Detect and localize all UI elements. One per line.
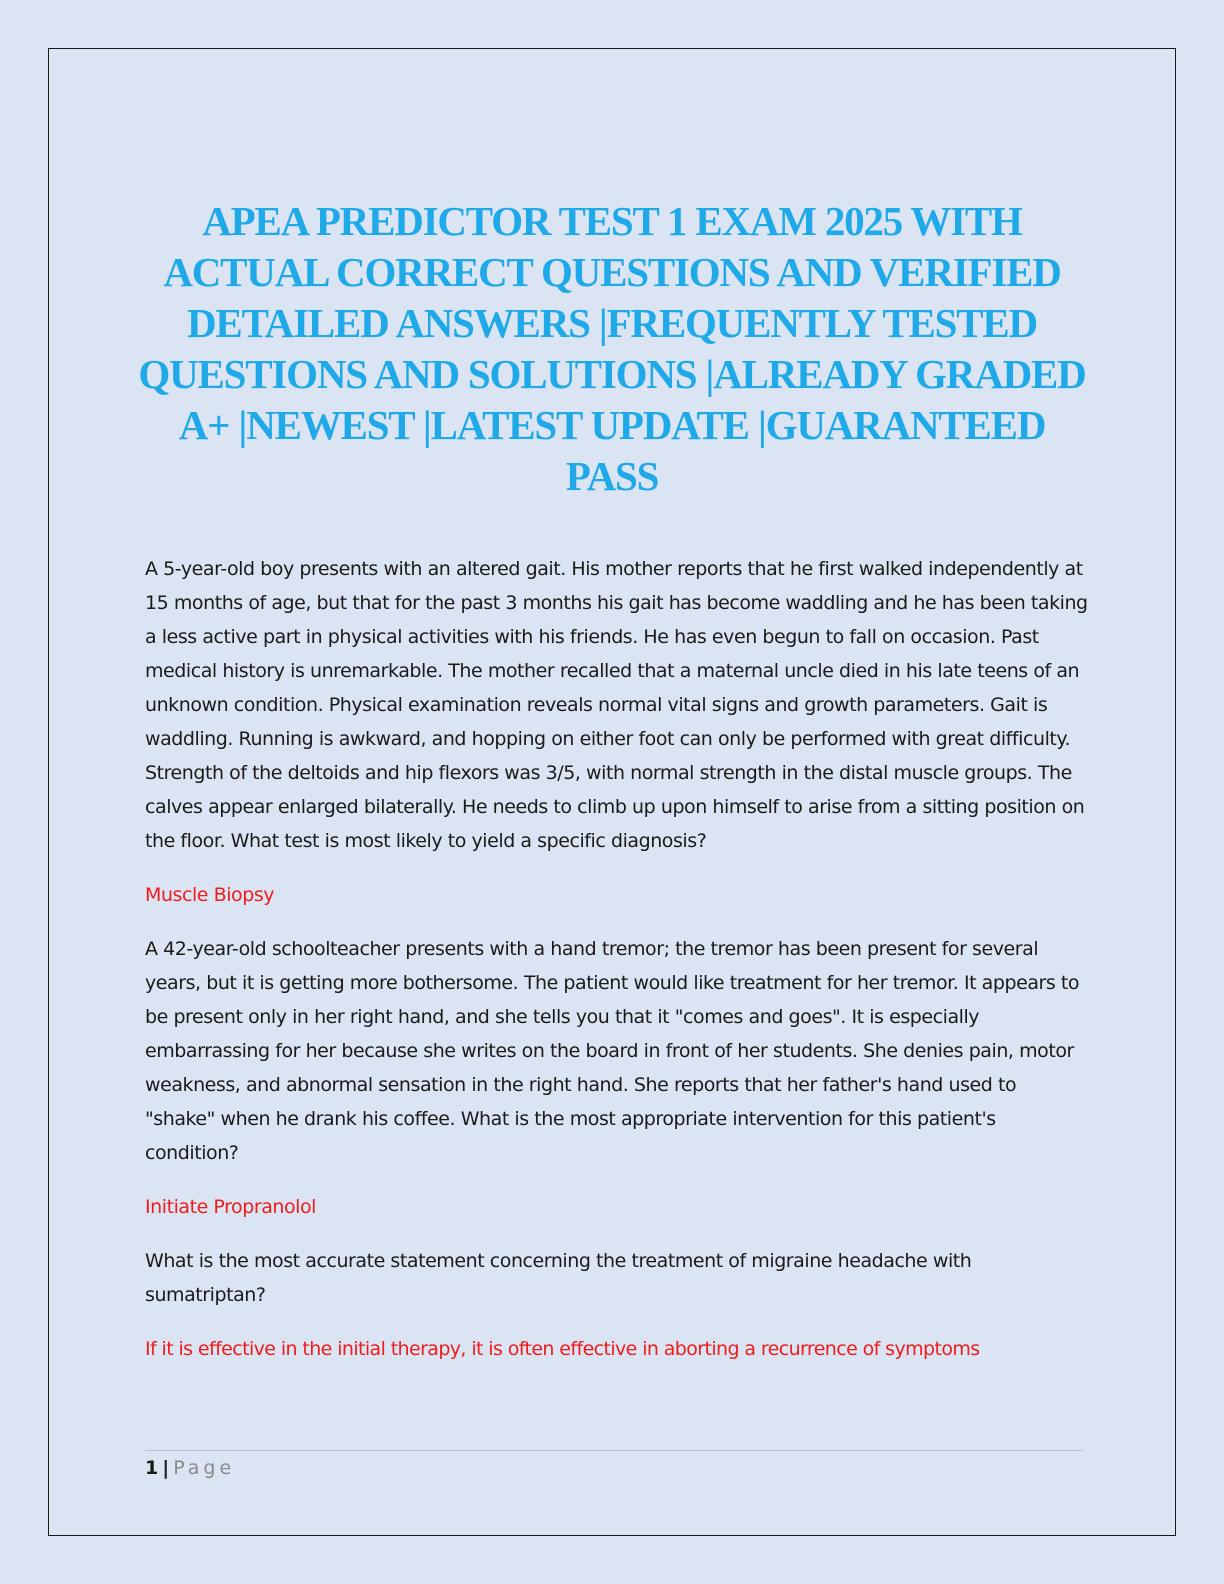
question-2: A 42-year-old schoolteacher presents with a hand tremor; the tremor has been present for several years, but it is getting more bothersome. The patient would like treatment for her tremor. It appears to be present only in her right hand, and she tells you that it "comes and goes". It is especially embarrassing for her because she writes on the board in front of her students. She denies pain, motor weakness, and abnormal sensation in the right hand. She reports that her father's hand used to "shake" when he drank his coffee. What is the most appropriate intervention for this patient's condition? — [145, 938, 1080, 1164]
document-body — [145, 552, 1090, 1386]
question-1: A 5-year-old boy presents with an altered gait. His mother reports that he first walked independently at 15 months of age, but that for the past 3 months his gait has become waddling and he has been taking a less active part in physical activities with his friends. He has even begun to fall on occasion. Past medical history is unremarkable. The mother recalled that a maternal uncle died in his late teens of an unknown condition. Physical examination reveals normal vital signs and growth parameters. Gait is waddling. Running is awkward, and hopping on either foot can only be performed with great difficulty. Strength of the deltoids and hip flexors was 3/5, with normal strength in the distal muscle groups. The calves appear enlarged bilaterally. He needs to climb up upon himself to arise from a sitting position on the floor. What test is most likely to yield a specific diagnosis? — [145, 558, 1088, 852]
footer-divider — [145, 1450, 1083, 1451]
footer-separator: | — [162, 1457, 170, 1479]
answer-3: If it is effective in the initial therapy, it is often effective in aborting a recurrence of symptoms — [145, 1338, 980, 1360]
question-3: What is the most accurate statement concerning the treatment of migraine headache with sumatriptan? — [145, 1250, 972, 1306]
page-footer — [145, 1456, 235, 1480]
answer-2: Initiate Propranolol — [145, 1196, 316, 1218]
answer-1: Muscle Biopsy — [145, 884, 275, 906]
document-title: APEA PREDICTOR TEST 1 EXAM 2025 WITH ACTUAL CORRECT QUESTIONS AND VERIFIED DETAILED ANSWERS |FREQUENTLY TESTED QUESTIONS AND SOLUTIONS |ALREADY GRADED A+ |NEWEST |LATEST UPDATE |GUARANTEED PASS — [138, 198, 1086, 499]
page-number: 1 — [145, 1457, 159, 1479]
page-label: Page — [173, 1457, 236, 1479]
